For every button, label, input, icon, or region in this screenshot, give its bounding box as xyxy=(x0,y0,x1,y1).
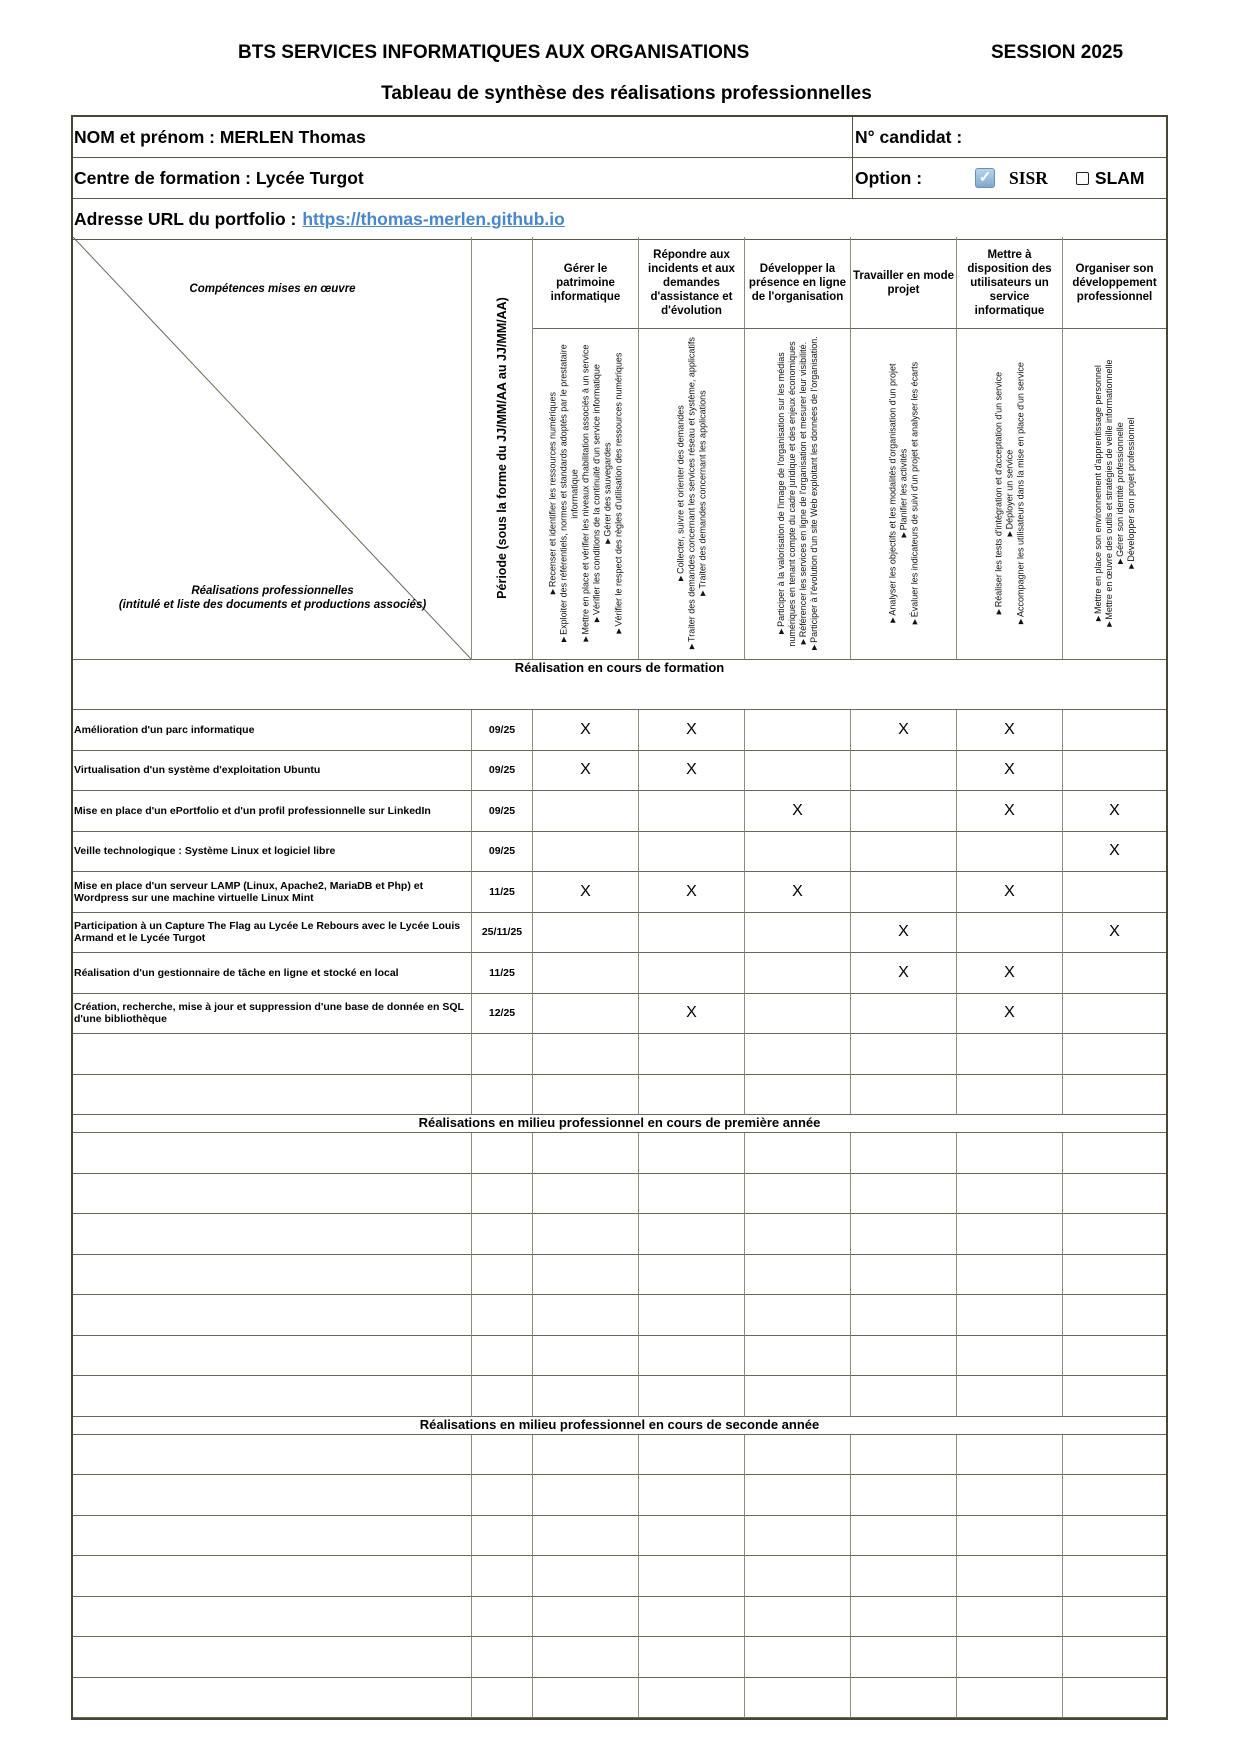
competence-item: ►Gérer son identité professionnelle xyxy=(1114,422,1125,566)
competence-mark-cell[interactable] xyxy=(957,1255,1063,1296)
period-cell[interactable] xyxy=(472,1678,533,1719)
competence-mark-cell[interactable] xyxy=(1063,1678,1166,1719)
period-cell[interactable] xyxy=(472,1034,533,1075)
realisations-label xyxy=(73,584,472,612)
competence-mark-cell[interactable] xyxy=(745,1637,851,1678)
competence-item: ►Recenser et identifier les ressources numériques xyxy=(547,392,557,596)
competence-mark-cell[interactable] xyxy=(639,1295,745,1336)
competence-mark-cell[interactable] xyxy=(639,1597,745,1638)
competence-mark-cell[interactable] xyxy=(639,1637,745,1678)
competence-description-5 xyxy=(957,329,1063,660)
competence-item: ►Vérifier le respect des règles d'utilisation des ressources numériques xyxy=(613,352,623,636)
competence-mark-cell[interactable] xyxy=(957,1295,1063,1336)
competence-mark-cell[interactable] xyxy=(745,1475,851,1516)
competence-description-2 xyxy=(639,329,745,660)
competence-mark-cell[interactable] xyxy=(533,1376,639,1417)
competence-description-6 xyxy=(1063,329,1166,660)
competence-mark-cell[interactable] xyxy=(639,953,745,994)
competence-mark-cell[interactable] xyxy=(851,832,957,873)
synthesis-table xyxy=(71,115,1168,1720)
candidate-number: N° candidat : xyxy=(855,126,963,147)
competence-mark-cell[interactable] xyxy=(533,1034,639,1075)
realisation-title-cell[interactable] xyxy=(73,1516,472,1557)
realisation-title-cell[interactable] xyxy=(73,1435,472,1476)
period-cell[interactable] xyxy=(472,1255,533,1296)
competence-mark-cell[interactable] xyxy=(851,1174,957,1215)
period-cell[interactable] xyxy=(472,1376,533,1417)
competence-title-2: Répondre aux incidents et aux demandes d'assistance et d'évolution xyxy=(639,237,745,329)
competence-mark-cell[interactable] xyxy=(1063,1597,1166,1638)
period-cell[interactable] xyxy=(472,1597,533,1638)
portfolio-link[interactable]: https://thomas-merlen.github.io xyxy=(302,208,565,229)
competence-mark-cell[interactable]: X xyxy=(957,710,1063,751)
competence-mark-cell[interactable] xyxy=(851,994,957,1035)
competence-mark-cell[interactable]: X xyxy=(957,994,1063,1035)
period-cell[interactable] xyxy=(472,1214,533,1255)
realisation-title-cell[interactable]: Virtualisation d'un système d'exploitation Ubuntu xyxy=(73,751,472,792)
competence-mark-cell[interactable] xyxy=(639,1475,745,1516)
competence-mark-cell[interactable] xyxy=(639,1556,745,1597)
competence-title-6: Organiser son développement professionnel xyxy=(1063,237,1166,329)
competence-mark-cell[interactable] xyxy=(851,872,957,913)
competence-mark-cell[interactable]: X xyxy=(1063,832,1166,873)
competence-mark-cell[interactable]: X xyxy=(851,953,957,994)
period-cell[interactable] xyxy=(472,1516,533,1557)
competence-mark-cell[interactable]: X xyxy=(639,994,745,1035)
competence-mark-cell[interactable] xyxy=(639,1133,745,1174)
realisation-title-cell[interactable]: Veille technologique : Système Linux et logiciel libre xyxy=(73,832,472,873)
competence-title-3: Développer la présence en ligne de l'organisation xyxy=(745,237,851,329)
competence-item: ►Analyser les objectifs et les modalités d'organisation d'un projet xyxy=(887,363,897,625)
competence-mark-cell[interactable] xyxy=(957,1336,1063,1377)
realisations-subtitle: (intitulé et liste des documents et productions associés) xyxy=(118,599,427,611)
checkbox-empty-icon[interactable] xyxy=(1076,172,1089,185)
competence-mark-cell[interactable] xyxy=(639,1336,745,1377)
section-header: Réalisation en cours de formation xyxy=(73,660,1166,710)
training-centre: Centre de formation : Lycée Turgot xyxy=(73,158,853,198)
realisation-title-cell[interactable] xyxy=(73,1214,472,1255)
competence-mark-cell[interactable] xyxy=(533,1637,639,1678)
competence-mark-cell[interactable] xyxy=(851,1435,957,1476)
competence-mark-cell[interactable] xyxy=(639,832,745,873)
realisation-title-cell[interactable] xyxy=(73,1034,472,1075)
competence-mark-cell[interactable] xyxy=(1063,1637,1166,1678)
competence-mark-cell[interactable] xyxy=(1063,1556,1166,1597)
competence-mark-cell[interactable] xyxy=(1063,1336,1166,1377)
competence-mark-cell[interactable] xyxy=(745,832,851,873)
competence-item: ►Réaliser les tests d'intégration et d'acceptation d'un service xyxy=(993,371,1003,617)
competence-mark-cell[interactable] xyxy=(957,1075,1063,1116)
competence-mark-cell[interactable] xyxy=(957,1516,1063,1557)
competence-mark-cell[interactable] xyxy=(533,1597,639,1638)
competence-mark-cell[interactable] xyxy=(533,1255,639,1296)
period-cell[interactable] xyxy=(472,1075,533,1116)
competence-mark-cell[interactable] xyxy=(745,1034,851,1075)
competence-mark-cell[interactable] xyxy=(1063,1295,1166,1336)
realisation-title-cell[interactable]: Participation à un Capture The Flag au Lycée Le Rebours avec le Lycée Louis Armand et le Lycée Turgot xyxy=(73,913,472,954)
portfolio-row xyxy=(73,199,1166,240)
competence-mark-cell[interactable] xyxy=(533,791,639,832)
competence-mark-cell[interactable]: X xyxy=(1063,791,1166,832)
realisation-title-cell[interactable]: Amélioration d'un parc informatique xyxy=(73,710,472,751)
competence-mark-cell[interactable] xyxy=(639,1376,745,1417)
competence-mark-cell[interactable] xyxy=(851,1295,957,1336)
competence-mark-cell[interactable] xyxy=(745,1516,851,1557)
competence-item: ►Gérer des sauvegardes xyxy=(602,442,612,546)
competence-item: ►Planifier les activités xyxy=(898,448,908,540)
competence-mark-cell[interactable] xyxy=(851,1637,957,1678)
competence-item: ►Évaluer les indicateurs de suivi d'un projet et analyser les écarts xyxy=(909,361,919,627)
competence-mark-cell[interactable] xyxy=(851,1516,957,1557)
competence-items xyxy=(547,335,624,653)
period-cell[interactable] xyxy=(472,1174,533,1215)
realisation-title-cell[interactable] xyxy=(73,1597,472,1638)
competence-mark-cell[interactable]: X xyxy=(533,872,639,913)
period-cell[interactable]: 09/25 xyxy=(472,710,533,751)
competence-mark-cell[interactable] xyxy=(745,710,851,751)
competence-mark-cell[interactable] xyxy=(639,1075,745,1116)
competences-label: Compétences mises en œuvre xyxy=(189,283,356,295)
competence-items xyxy=(675,335,708,653)
competence-item: ►Traiter des demandes concernant les services réseau et système, applicatifs xyxy=(686,337,696,651)
competence-mark-cell[interactable] xyxy=(639,1034,745,1075)
competence-mark-cell[interactable] xyxy=(639,1678,745,1719)
competence-mark-cell[interactable] xyxy=(533,1475,639,1516)
competence-description-3 xyxy=(745,329,851,660)
competence-item: ►Mettre en œuvre des outils et stratégies de veille informationnelle xyxy=(1103,359,1114,629)
period-cell[interactable] xyxy=(472,1475,533,1516)
competence-mark-cell[interactable] xyxy=(745,1376,851,1417)
competence-mark-cell[interactable] xyxy=(1063,1255,1166,1296)
competence-mark-cell[interactable] xyxy=(745,1295,851,1336)
candidate-name: NOM et prénom : MERLEN Thomas xyxy=(73,117,853,157)
period-header-label: Période (sous la forme du JJ/MM/AA au JJ/MM/AA) xyxy=(495,297,509,599)
competence-mark-cell[interactable] xyxy=(1063,872,1166,913)
competence-mark-cell[interactable] xyxy=(851,1678,957,1719)
competence-items xyxy=(887,335,920,653)
period-cell[interactable] xyxy=(472,1556,533,1597)
competence-item: ►Référencer les services en ligne de l'organisation et mesurer leur visibilité. xyxy=(797,341,808,647)
competence-mark-cell[interactable] xyxy=(639,1214,745,1255)
option-label: Option : xyxy=(855,167,923,188)
competence-mark-cell[interactable] xyxy=(957,1475,1063,1516)
realisation-title-cell[interactable]: Réalisation d'un gestionnaire de tâche en ligne et stocké en local xyxy=(73,953,472,994)
competence-item: ►Exploiter des référentiels, normes et standards adoptés par le prestataire informatique xyxy=(558,344,579,644)
competence-mark-cell[interactable]: X xyxy=(957,872,1063,913)
competence-mark-cell[interactable] xyxy=(533,953,639,994)
competence-mark-cell[interactable] xyxy=(851,751,957,792)
competence-mark-cell[interactable] xyxy=(851,1034,957,1075)
competence-mark-cell[interactable] xyxy=(957,1435,1063,1476)
competence-mark-cell[interactable] xyxy=(745,1255,851,1296)
competence-item: ►Mettre en place et vérifier les niveaux d'habilitation associés à un service xyxy=(580,344,590,644)
competence-mark-cell[interactable] xyxy=(745,1556,851,1597)
competence-mark-cell[interactable] xyxy=(851,791,957,832)
competence-mark-cell[interactable] xyxy=(745,1214,851,1255)
competence-mark-cell[interactable]: X xyxy=(851,913,957,954)
section-header: Réalisations en milieu professionnel en cours de seconde année xyxy=(73,1417,1166,1435)
competence-mark-cell[interactable] xyxy=(745,953,851,994)
competence-mark-cell[interactable] xyxy=(957,913,1063,954)
competence-mark-cell[interactable] xyxy=(745,1678,851,1719)
competence-mark-cell[interactable]: X xyxy=(851,710,957,751)
realisation-title-cell[interactable] xyxy=(73,1556,472,1597)
realisation-title-cell[interactable] xyxy=(73,1174,472,1215)
competence-mark-cell[interactable]: X xyxy=(957,791,1063,832)
period-cell[interactable] xyxy=(472,1637,533,1678)
competence-item: ►Accompagner les utilisateurs dans la mise en place d'un service xyxy=(1015,362,1025,626)
competence-mark-cell[interactable] xyxy=(851,1475,957,1516)
competence-mark-cell[interactable] xyxy=(851,1214,957,1255)
competence-mark-cell[interactable] xyxy=(1063,1034,1166,1075)
competence-mark-cell[interactable] xyxy=(957,1214,1063,1255)
competence-mark-cell[interactable] xyxy=(957,1376,1063,1417)
period-cell[interactable]: 11/25 xyxy=(472,872,533,913)
competence-mark-cell[interactable] xyxy=(851,1376,957,1417)
realisation-title-cell[interactable] xyxy=(73,1376,472,1417)
competence-mark-cell[interactable] xyxy=(957,1597,1063,1638)
competence-mark-cell[interactable] xyxy=(851,1075,957,1116)
period-cell[interactable]: 12/25 xyxy=(472,994,533,1035)
realisation-title-cell[interactable] xyxy=(73,1255,472,1296)
competence-mark-cell[interactable] xyxy=(957,1678,1063,1719)
competence-mark-cell[interactable] xyxy=(1063,994,1166,1035)
competence-mark-cell[interactable] xyxy=(745,751,851,792)
session-label: SESSION 2025 xyxy=(991,42,1124,63)
competence-item: ►Traiter des demandes concernant les applications xyxy=(697,390,707,598)
realisation-title-cell[interactable] xyxy=(73,1295,472,1336)
competence-mark-cell[interactable]: X xyxy=(639,872,745,913)
competence-item: ►Développer son projet professionnel xyxy=(1125,417,1136,571)
competence-mark-cell[interactable] xyxy=(533,1295,639,1336)
competence-mark-cell[interactable] xyxy=(745,1133,851,1174)
realisation-title-cell[interactable] xyxy=(73,1475,472,1516)
competence-mark-cell[interactable] xyxy=(851,1556,957,1597)
competence-items xyxy=(993,335,1026,653)
competence-mark-cell[interactable] xyxy=(957,1556,1063,1597)
competence-mark-cell[interactable] xyxy=(1063,953,1166,994)
realisation-title-cell[interactable]: Mise en place d'un serveur LAMP (Linux, Apache2, MariaDB et Php) et Wordpress sur une machine virtuelle Linux Mint xyxy=(73,872,472,913)
competence-mark-cell[interactable] xyxy=(1063,1075,1166,1116)
page-subtitle: Tableau de synthèse des réalisations professionnelles xyxy=(381,83,872,104)
competence-mark-cell[interactable]: X xyxy=(639,751,745,792)
competence-mark-cell[interactable] xyxy=(639,791,745,832)
period-cell[interactable] xyxy=(472,1336,533,1377)
competence-mark-cell[interactable] xyxy=(533,1516,639,1557)
checkbox-checked-icon[interactable]: ✓ xyxy=(975,168,995,188)
competence-mark-cell[interactable] xyxy=(533,832,639,873)
competence-mark-cell[interactable] xyxy=(533,1133,639,1174)
competence-mark-cell[interactable] xyxy=(1063,1133,1166,1174)
competence-mark-cell[interactable] xyxy=(533,1556,639,1597)
realisations-title: Réalisations professionnelles xyxy=(191,585,354,597)
centre-row xyxy=(73,158,1166,199)
competence-mark-cell[interactable] xyxy=(1063,1214,1166,1255)
competence-mark-cell[interactable] xyxy=(957,1174,1063,1215)
competence-mark-cell[interactable] xyxy=(957,1034,1063,1075)
period-cell[interactable]: 25/11/25 xyxy=(472,913,533,954)
competence-mark-cell[interactable] xyxy=(533,1075,639,1116)
competence-mark-cell[interactable] xyxy=(639,1516,745,1557)
form-title: BTS SERVICES INFORMATIQUES AUX ORGANISATIONS xyxy=(238,42,750,63)
competence-mark-cell[interactable] xyxy=(745,1336,851,1377)
option-slam-label: SLAM xyxy=(1094,167,1145,188)
competence-mark-cell[interactable]: X xyxy=(745,791,851,832)
competence-mark-cell[interactable] xyxy=(533,1336,639,1377)
realisation-title-cell[interactable] xyxy=(73,1133,472,1174)
competence-mark-cell[interactable] xyxy=(1063,1376,1166,1417)
period-cell[interactable]: 09/25 xyxy=(472,791,533,832)
competence-mark-cell[interactable] xyxy=(533,1174,639,1215)
competence-mark-cell[interactable] xyxy=(745,994,851,1035)
competence-mark-cell[interactable] xyxy=(957,832,1063,873)
realisation-title-cell[interactable]: Mise en place d'un ePortfolio et d'un profil professionnelle sur LinkedIn xyxy=(73,791,472,832)
competence-mark-cell[interactable] xyxy=(745,1075,851,1116)
competence-items xyxy=(776,335,820,653)
realisation-title-cell[interactable]: Création, recherche, mise à jour et suppression d'une base de donnée en SQL d'une bibliothèque xyxy=(73,994,472,1035)
period-cell[interactable]: 11/25 xyxy=(472,953,533,994)
realisation-title-cell[interactable] xyxy=(73,1678,472,1719)
portfolio-label: Adresse URL du portfolio : xyxy=(74,208,297,229)
competence-mark-cell[interactable] xyxy=(745,1174,851,1215)
option-sisr-label: SISR xyxy=(1009,167,1048,188)
option-field xyxy=(853,158,1166,198)
competence-description-4 xyxy=(851,329,957,660)
competence-mark-cell[interactable] xyxy=(1063,710,1166,751)
name-row xyxy=(73,117,1166,158)
competence-item: ►Vérifier les conditions de la continuité d'un service informatique xyxy=(591,364,601,624)
competence-mark-cell[interactable] xyxy=(745,1597,851,1638)
competence-mark-cell[interactable] xyxy=(851,1255,957,1296)
competence-mark-cell[interactable] xyxy=(957,1637,1063,1678)
competence-title-1: Gérer le patrimoine informatique xyxy=(533,237,639,329)
competence-item: ►Mettre en place son environnement d'apprentissage personnel xyxy=(1092,365,1103,623)
competence-mark-cell[interactable] xyxy=(1063,1174,1166,1215)
period-cell[interactable] xyxy=(472,1435,533,1476)
competence-mark-cell[interactable] xyxy=(533,1435,639,1476)
competence-mark-cell[interactable] xyxy=(639,1174,745,1215)
competence-mark-cell[interactable]: X xyxy=(957,953,1063,994)
competence-mark-cell[interactable] xyxy=(851,1597,957,1638)
competence-mark-cell[interactable] xyxy=(533,913,639,954)
period-cell[interactable]: 09/25 xyxy=(472,832,533,873)
competence-mark-cell[interactable]: X xyxy=(533,751,639,792)
competence-mark-cell[interactable] xyxy=(851,1133,957,1174)
competence-mark-cell[interactable] xyxy=(639,913,745,954)
period-cell[interactable] xyxy=(472,1295,533,1336)
competence-mark-cell[interactable] xyxy=(639,1435,745,1476)
competence-mark-cell[interactable]: X xyxy=(639,710,745,751)
realisation-title-cell[interactable] xyxy=(73,1075,472,1116)
period-cell[interactable]: 09/25 xyxy=(472,751,533,792)
competence-items xyxy=(1093,335,1137,653)
competence-mark-cell[interactable] xyxy=(745,1435,851,1476)
competence-description-1 xyxy=(533,329,639,660)
period-header xyxy=(472,237,533,660)
competence-mark-cell[interactable] xyxy=(745,913,851,954)
competence-mark-cell[interactable] xyxy=(533,994,639,1035)
competence-mark-cell[interactable] xyxy=(851,1336,957,1377)
competence-item: ►Déployer un service xyxy=(1004,449,1014,539)
competence-mark-cell[interactable] xyxy=(957,1133,1063,1174)
competence-title-5: Mettre à disposition des utilisateurs un service informatique xyxy=(957,237,1063,329)
competence-item: ►Participer à la valorisation de l'image de l'organisation sur les médias numériques en tenant compte du cadre juridique et des enjeux économiques xyxy=(775,341,797,647)
competence-title-4: Travailler en mode projet xyxy=(851,237,957,329)
competence-item: ►Collecter, suivre et orienter des demandes xyxy=(675,405,685,583)
diagonal-header-cell xyxy=(73,237,472,660)
competence-item: ►Participer à l'évolution d'un site Web exploitant les données de l'organisation. xyxy=(808,336,819,652)
period-cell[interactable] xyxy=(472,1133,533,1174)
competence-mark-cell[interactable] xyxy=(533,1678,639,1719)
competence-mark-cell[interactable] xyxy=(1063,1435,1166,1476)
competence-mark-cell[interactable] xyxy=(639,1255,745,1296)
competence-mark-cell[interactable]: X xyxy=(957,751,1063,792)
competence-mark-cell[interactable] xyxy=(533,1214,639,1255)
competence-mark-cell[interactable] xyxy=(1063,751,1166,792)
realisation-title-cell[interactable] xyxy=(73,1637,472,1678)
competence-mark-cell[interactable]: X xyxy=(745,872,851,913)
competence-mark-cell[interactable]: X xyxy=(533,710,639,751)
realisation-title-cell[interactable] xyxy=(73,1336,472,1377)
section-header: Réalisations en milieu professionnel en cours de première année xyxy=(73,1115,1166,1133)
competence-mark-cell[interactable] xyxy=(1063,1516,1166,1557)
competence-mark-cell[interactable]: X xyxy=(1063,913,1166,954)
competence-mark-cell[interactable] xyxy=(1063,1475,1166,1516)
